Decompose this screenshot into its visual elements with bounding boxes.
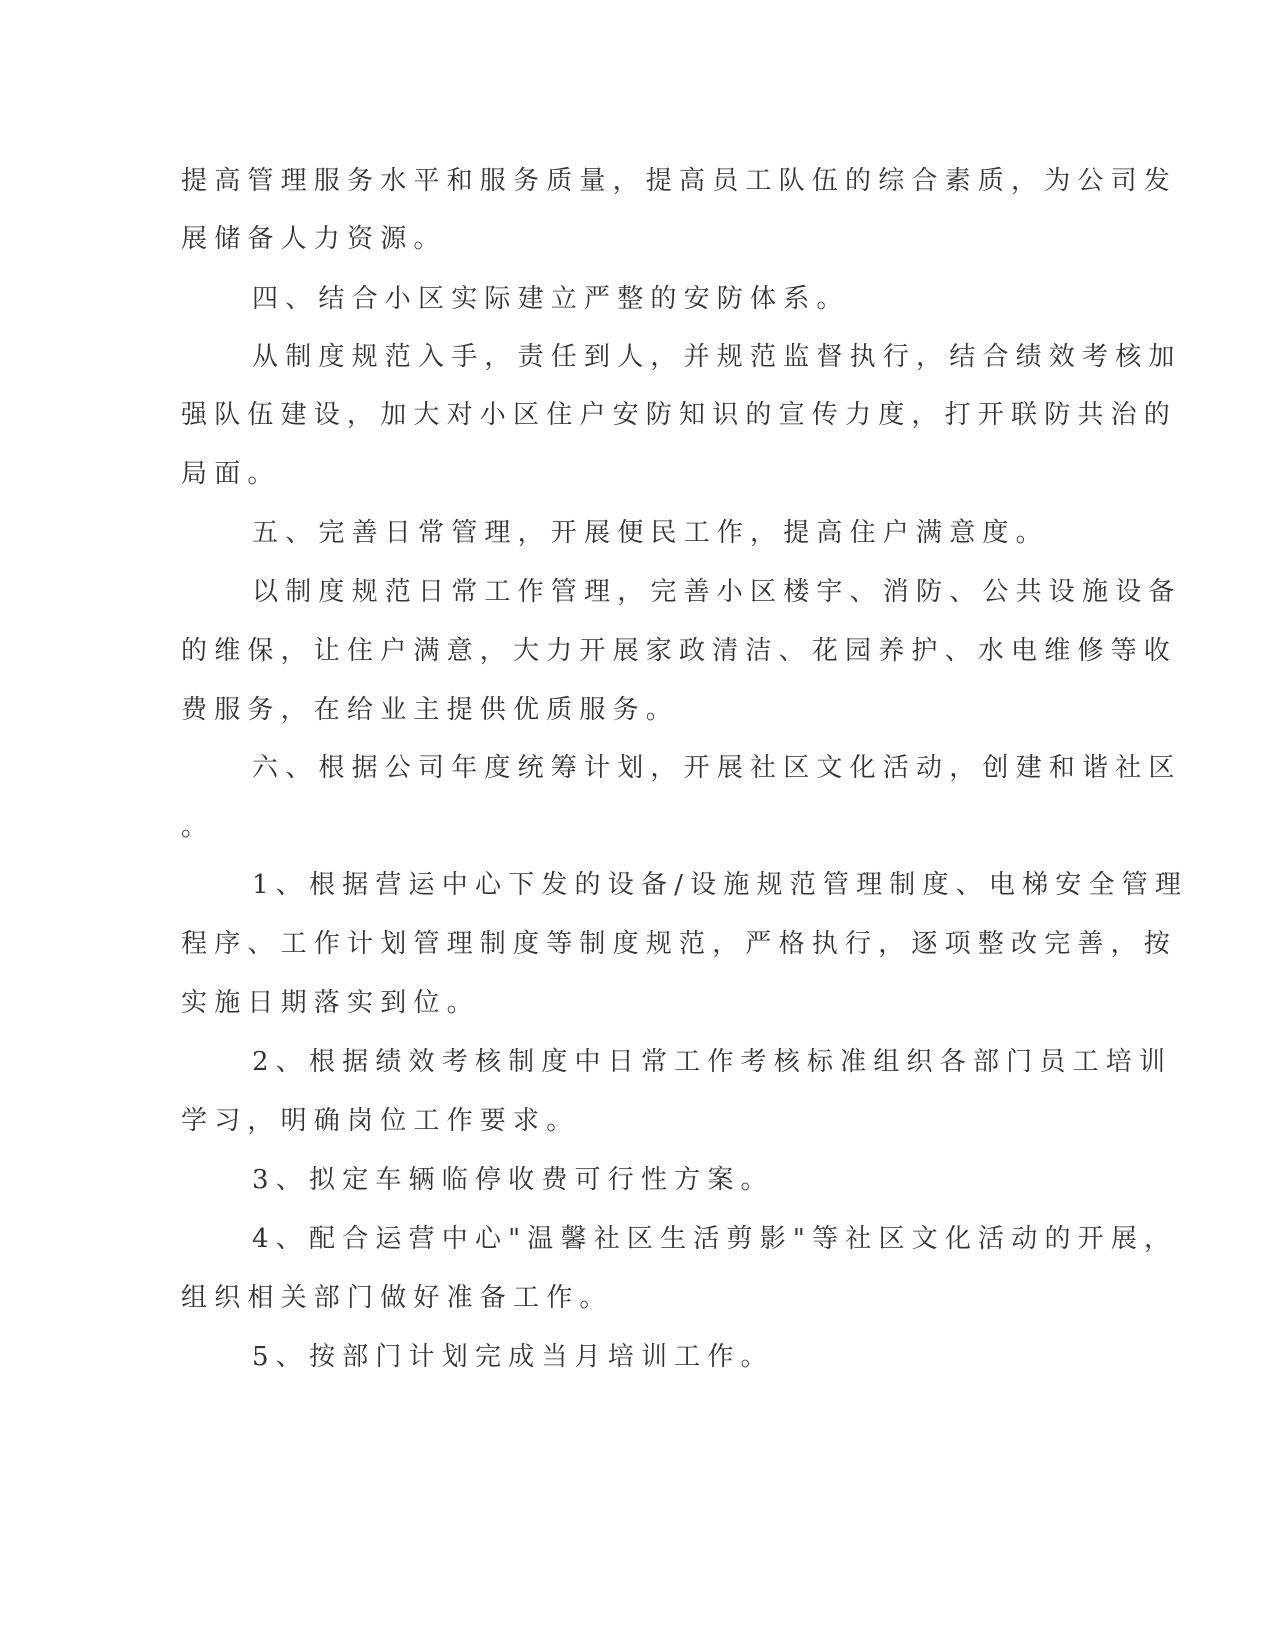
list-item-line: 3、拟定车辆临停收费可行性方案。: [252, 1165, 774, 1195]
list-item-line: 4、配合运营中心"温馨社区生活剪影"等社区文化活动的开展，: [252, 1224, 1178, 1254]
paragraph-line: 从制度规范入手，责任到人，并规范监督执行，结合绩效考核加: [252, 342, 1182, 372]
paragraph-line: 的维保，让住户满意，大力开展家政清洁、花园养护、水电维修等收: [181, 636, 1178, 666]
paragraph-line: 强队伍建设，加大对小区住户安防知识的宣传力度，打开联防共治的: [181, 400, 1178, 430]
list-item-line: 1、根据营运中心下发的设备/设施规范管理制度、电梯安全管理: [252, 870, 1189, 900]
list-item-line: 组织相关部门做好准备工作。: [181, 1283, 613, 1313]
list-item-line: 实施日期落实到位。: [181, 988, 480, 1018]
paragraph-line: 费服务，在给业主提供优质服务。: [181, 695, 680, 725]
paragraph-line: 提高管理服务水平和服务质量，提高员工队伍的综合素质，为公司发: [181, 166, 1178, 196]
paragraph-line: 展储备人力资源。: [181, 224, 447, 254]
paragraph-line: 以制度规范日常工作管理，完善小区楼宇、消防、公共设施设备: [252, 577, 1182, 607]
list-item-line: 5、按部门计划完成当月培训工作。: [252, 1342, 774, 1372]
section-heading: 六、根据公司年度统筹计划，开展社区文化活动，创建和谐社区: [252, 753, 1182, 783]
paragraph-line: 。: [181, 812, 215, 842]
list-item-line: 2、根据绩效考核制度中日常工作考核标准组织各部门员工培训: [252, 1047, 1173, 1077]
list-item-line: 程序、工作计划管理制度等制度规范，严格执行，逐项整改完善，按: [181, 929, 1178, 959]
section-heading: 五、完善日常管理，开展便民工作，提高住户满意度。: [252, 518, 1049, 548]
section-heading: 四、结合小区实际建立严整的安防体系。: [252, 284, 850, 314]
paragraph-line: 局面。: [181, 459, 281, 489]
list-item-line: 学习，明确岗位工作要求。: [181, 1106, 580, 1136]
